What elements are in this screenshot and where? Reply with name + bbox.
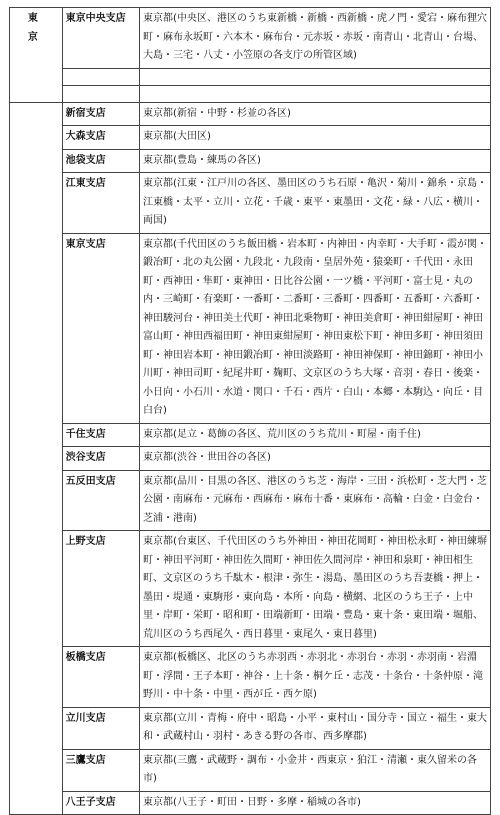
jurisdiction-area-cell: 東京都(品川・目黒の各区、港区のうち芝・海岸・三田・浜松町・芝大門・芝公園・南麻布・元麻布・西麻布・麻布十番・東麻布・高輪・白金・白金台・芝浦・港南) — [140, 470, 491, 531]
table-row — [10, 126, 491, 150]
jurisdiction-area-cell: 東京都(八王子・町田・日野・多摩・稲城の各市) — [140, 791, 491, 815]
table-row — [10, 8, 491, 69]
table-row — [10, 531, 491, 647]
empty-cell — [62, 68, 139, 85]
branch-name-cell: 立川支店 — [62, 707, 139, 749]
table-row — [10, 749, 491, 791]
branch-name-cell: 東京中央支店 — [62, 8, 139, 69]
table-row — [10, 647, 491, 708]
branch-name-cell: 渋谷支店 — [62, 447, 139, 471]
jurisdiction-area-cell: 東京都(豊島・練馬の各区) — [140, 149, 491, 173]
jurisdiction-area-cell: 東京都(中央区、港区のうち東新橋・新橋・西新橋・虎ノ門・愛宕・麻布狸穴町・麻布永坂町・六本木・麻布台・元赤坂・赤坂・南青山・北青山・台場、大島・三宅・八丈・小笠原の各支庁の所管区域) — [140, 8, 491, 69]
table-row — [10, 233, 491, 423]
branch-name-cell: 大森支店 — [62, 126, 139, 150]
branch-name-cell: 江東支店 — [62, 173, 139, 234]
jurisdiction-area-cell: 東京都(江東・江戸川の各区、墨田区のうち石原・亀沢・菊川・錦糸・京島・江東橋・太平・立川・立花・千歳・東平・東墨田・文花・緑・八広・横川・両国) — [140, 173, 491, 234]
table-row — [10, 102, 491, 126]
branch-name-cell: 上野支店 — [62, 531, 139, 647]
branch-name-cell: 八王子支店 — [62, 791, 139, 815]
jurisdiction-area-cell: 東京都(立川・青梅・府中・昭島・小平・東村山・国分寺・国立・福生・東大和・武蔵村山・羽村・あきる野の各市、西多摩郡) — [140, 707, 491, 749]
branch-name-cell: 池袋支店 — [62, 149, 139, 173]
empty-cell — [140, 68, 491, 85]
empty-cell — [140, 85, 491, 102]
empty-cell — [62, 85, 139, 102]
blank-row — [10, 68, 491, 85]
jurisdiction-area-cell: 東京都(千代田区のうち飯田橋・岩本町・内神田・内幸町・大手町・霞が関・鍛冶町・北の丸公園・九段北・九段南・皇居外苑・猿楽町・千代田・永田町・西神田・隼町・東神田・日比谷公園・一ツ橋・平河町・富士見・丸の内・三崎町・有楽町・一番町・二番町・三番町・四番町・五番町・六番町・神田駿河台・神田美土代町・神田北乗物町・神田美倉町・神田紺屋町・神田富山町・神田西福田町・神田東紺屋町・神田東松下町・神田多町・神田須田町・神田岩本町・神田鍛冶町・神田淡路町・神田神保町・神田錦町・神田小川町・神田司町・紀尾井町・麹町、文京区のうち大塚・音羽・春日・後楽・小日向・小石川・水道・関口・千石・西片・白山・本郷・本駒込・向丘・目白台) — [140, 233, 491, 423]
branch-name-cell: 東京支店 — [62, 233, 139, 423]
jurisdiction-area-cell: 東京都(台東区、千代田区のうち外神田・神田花岡町・神田松永町・神田練塀町・神田平河町・神田佐久間町・神田佐久間河岸・神田和泉町・神田相生町、文京区のうち千駄木・根津・弥生・湯島、墨田区のうち吾妻橋・押上・墨田・堤通・東駒形・東向島・本所・向島・横網、北区のうち王子・上中里・岸町・栄町・昭和町・田端新町・田端・豊島・東十条・東田端・堀船、荒川区のうち西尾久・西日暮里・東尾久・東日暮里) — [140, 531, 491, 647]
table-row — [10, 791, 491, 815]
jurisdiction-area-cell: 東京都(大田区) — [140, 126, 491, 150]
table-row — [10, 149, 491, 173]
branch-name-cell: 千住支店 — [62, 423, 139, 447]
region-cell-empty — [10, 102, 63, 815]
branch-name-cell: 三鷹支店 — [62, 749, 139, 791]
jurisdiction-area-cell: 東京都(渋谷・世田谷の各区) — [140, 447, 491, 471]
table-row — [10, 173, 491, 234]
table-row — [10, 707, 491, 749]
branch-name-cell: 新宿支店 — [62, 102, 139, 126]
table-row — [10, 423, 491, 447]
jurisdiction-area-cell: 東京都(三鷹・武蔵野・調布・小金井・西東京・狛江・清瀬・東久留米の各市) — [140, 749, 491, 791]
jurisdiction-area-cell: 東京都(足立・葛飾の各区、荒川区のうち荒川・町屋・南千住) — [140, 423, 491, 447]
jurisdiction-area-cell: 東京都(板橋区、北区のうち赤羽西・赤羽北・赤羽台・赤羽・赤羽南・岩淵町・浮間・王子本町・神谷・上十条・桐ケ丘・志茂・十条台・十条仲原・滝野川・中十条・中里・西が丘・西ケ原) — [140, 647, 491, 708]
table-row — [10, 470, 491, 531]
region-cell: 東 京 — [10, 8, 63, 103]
branch-area-table — [9, 7, 491, 815]
branch-name-cell: 五反田支店 — [62, 470, 139, 531]
branch-name-cell: 板橋支店 — [62, 647, 139, 708]
blank-row — [10, 85, 491, 102]
table-row — [10, 447, 491, 471]
jurisdiction-area-cell: 東京都(新宿・中野・杉並の各区) — [140, 102, 491, 126]
